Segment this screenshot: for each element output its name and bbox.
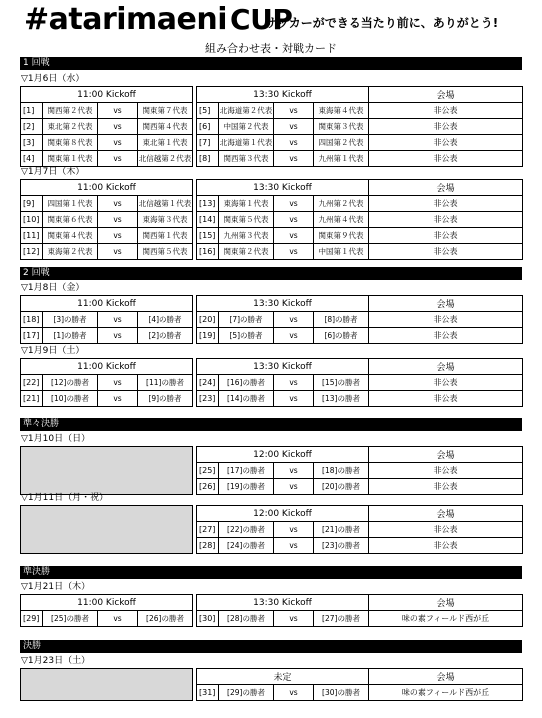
home-team: [22]の勝者 (219, 522, 274, 538)
away-team: 東北第１代表 (138, 135, 193, 151)
logo (24, 2, 292, 37)
match-number: [28] (197, 538, 219, 554)
table-header-row (21, 595, 523, 611)
match-number: [19] (197, 328, 219, 344)
match-row (21, 103, 523, 119)
match-date: ▽1月21日（木） (21, 582, 91, 592)
round-header: 1 回戦 (20, 57, 522, 70)
match-number: [1] (21, 103, 43, 119)
away-team: [13]の勝者 (314, 391, 369, 407)
empty-slot (21, 447, 193, 495)
away-team: 関東第３代表 (314, 119, 369, 135)
match-row (21, 244, 523, 260)
vs-label: vs (98, 119, 138, 135)
venue-header: 会場 (369, 447, 523, 463)
match-table (20, 594, 523, 627)
away-team: [2]の勝者 (138, 328, 193, 344)
kickoff-time-right: 未定 (197, 669, 369, 685)
kickoff-time-right: 13:30 Kickoff (197, 359, 369, 375)
match-row (21, 328, 523, 344)
table-header-row (21, 87, 523, 103)
venue-name: 味の素フィールド西が丘 (369, 685, 523, 701)
match-table (20, 668, 523, 701)
kickoff-time-right: 13:30 Kickoff (197, 87, 369, 103)
venue-name: 非公表 (369, 479, 523, 495)
away-team: [21]の勝者 (314, 522, 369, 538)
venue-name: 非公表 (369, 538, 523, 554)
match-number: [8] (197, 151, 219, 167)
venue-name: 非公表 (369, 244, 523, 260)
venue-header: 会場 (369, 87, 523, 103)
empty-slot (21, 506, 193, 554)
vs-label: vs (274, 196, 314, 212)
vs-label: vs (274, 479, 314, 495)
match-table (20, 179, 523, 260)
match-row (21, 196, 523, 212)
match-number: [7] (197, 135, 219, 151)
home-team: [29]の勝者 (219, 685, 274, 701)
match-number: [25] (197, 463, 219, 479)
match-number: [10] (21, 212, 43, 228)
away-team: [11]の勝者 (138, 375, 193, 391)
home-team: [25]の勝者 (43, 611, 98, 627)
table-header-row (21, 296, 523, 312)
logo-cup: CUP (230, 3, 293, 36)
away-team: 東海第４代表 (314, 103, 369, 119)
vs-label: vs (98, 611, 138, 627)
match-number: [27] (197, 522, 219, 538)
match-row (21, 375, 523, 391)
away-team: 四国第２代表 (314, 135, 369, 151)
round-header: 2 回戦 (20, 267, 522, 280)
kickoff-time-left: 11:00 Kickoff (21, 595, 193, 611)
kickoff-time-left: 11:00 Kickoff (21, 359, 193, 375)
venue-name: 非公表 (369, 151, 523, 167)
match-number: [17] (21, 328, 43, 344)
away-team: 東海第３代表 (138, 212, 193, 228)
match-date: ▽1月7日（木） (21, 167, 85, 177)
venue-name: 非公表 (369, 228, 523, 244)
vs-label: vs (274, 312, 314, 328)
match-date: ▽1月11日（月・祝） (21, 493, 109, 503)
away-team: [8]の勝者 (314, 312, 369, 328)
away-team: [15]の勝者 (314, 375, 369, 391)
match-number: [9] (21, 196, 43, 212)
home-team: 九州第３代表 (219, 228, 274, 244)
vs-label: vs (274, 119, 314, 135)
away-team: 九州第１代表 (314, 151, 369, 167)
table-header-row (21, 359, 523, 375)
match-number: [20] (197, 312, 219, 328)
match-number: [11] (21, 228, 43, 244)
venue-header: 会場 (369, 296, 523, 312)
match-number: [22] (21, 375, 43, 391)
venue-name: 非公表 (369, 212, 523, 228)
venue-name: 非公表 (369, 103, 523, 119)
round-header: 決勝 (20, 640, 522, 653)
home-team: [28]の勝者 (219, 611, 274, 627)
tagline: サッカーができる当たり前に、ありがとう! (265, 16, 499, 30)
vs-label: vs (98, 151, 138, 167)
vs-label: vs (274, 212, 314, 228)
vs-label: vs (98, 103, 138, 119)
vs-label: vs (98, 135, 138, 151)
home-team: [12]の勝者 (43, 375, 98, 391)
kickoff-time-right: 12:00 Kickoff (197, 447, 369, 463)
table-header-row (21, 669, 523, 685)
match-number: [12] (21, 244, 43, 260)
away-team: [26]の勝者 (138, 611, 193, 627)
match-row (21, 212, 523, 228)
logo-text: #atarimaeni (24, 2, 228, 37)
empty-slot (21, 669, 193, 701)
vs-label: vs (98, 228, 138, 244)
table-header-row (21, 447, 523, 463)
venue-name: 非公表 (369, 522, 523, 538)
vs-label: vs (274, 522, 314, 538)
vs-label: vs (274, 103, 314, 119)
table-header-row (21, 180, 523, 196)
vs-label: vs (274, 228, 314, 244)
match-number: [29] (21, 611, 43, 627)
table-header-row (21, 506, 523, 522)
away-team: 中国第１代表 (314, 244, 369, 260)
match-date: ▽1月8日（金） (21, 283, 85, 293)
vs-label: vs (274, 611, 314, 627)
match-number: [5] (197, 103, 219, 119)
venue-name: 非公表 (369, 463, 523, 479)
match-table (20, 505, 523, 554)
vs-label: vs (98, 375, 138, 391)
match-number: [6] (197, 119, 219, 135)
match-row (21, 151, 523, 167)
kickoff-time-right: 13:30 Kickoff (197, 296, 369, 312)
vs-label: vs (274, 328, 314, 344)
match-number: [13] (197, 196, 219, 212)
home-team: 関東第１代表 (43, 151, 98, 167)
venue-header: 会場 (369, 595, 523, 611)
round-header: 準々決勝 (20, 418, 522, 431)
home-team: [1]の勝者 (43, 328, 98, 344)
kickoff-time-left: 11:00 Kickoff (21, 296, 193, 312)
match-number: [21] (21, 391, 43, 407)
away-team: [27]の勝者 (314, 611, 369, 627)
match-number: [3] (21, 135, 43, 151)
venue-header: 会場 (369, 359, 523, 375)
kickoff-time-right: 13:30 Kickoff (197, 595, 369, 611)
match-row (21, 312, 523, 328)
match-table (20, 86, 523, 167)
home-team: 関西第２代表 (43, 103, 98, 119)
match-table (20, 358, 523, 407)
away-team: [18]の勝者 (314, 463, 369, 479)
match-number: [4] (21, 151, 43, 167)
match-table (20, 446, 523, 495)
kickoff-time-left: 11:00 Kickoff (21, 180, 193, 196)
vs-label: vs (274, 463, 314, 479)
vs-label: vs (274, 151, 314, 167)
home-team: [17]の勝者 (219, 463, 274, 479)
venue-header: 会場 (369, 180, 523, 196)
venue-name: 非公表 (369, 391, 523, 407)
vs-label: vs (274, 538, 314, 554)
venue-name: 非公表 (369, 312, 523, 328)
home-team: [16]の勝者 (219, 375, 274, 391)
page-subtitle: 組み合わせ表・対戦カード (205, 42, 337, 55)
match-row (21, 228, 523, 244)
home-team: 関東第６代表 (43, 212, 98, 228)
match-row (21, 119, 523, 135)
vs-label: vs (274, 244, 314, 260)
home-team: 関東第４代表 (43, 228, 98, 244)
home-team: 東海第２代表 (43, 244, 98, 260)
match-number: [24] (197, 375, 219, 391)
match-table (20, 295, 523, 344)
match-number: [30] (197, 611, 219, 627)
venue-name: 非公表 (369, 135, 523, 151)
match-number: [16] (197, 244, 219, 260)
home-team: 関東第８代表 (43, 135, 98, 151)
match-date: ▽1月23日（土） (21, 656, 91, 666)
vs-label: vs (274, 685, 314, 701)
home-team: 四国第１代表 (43, 196, 98, 212)
match-row (21, 611, 523, 627)
away-team: [20]の勝者 (314, 479, 369, 495)
away-team: [30]の勝者 (314, 685, 369, 701)
match-date: ▽1月6日（水） (21, 74, 85, 84)
match-number: [23] (197, 391, 219, 407)
kickoff-time-left: 11:00 Kickoff (21, 87, 193, 103)
away-team: 北信越第２代表 (138, 151, 193, 167)
match-date: ▽1月9日（土） (21, 346, 85, 356)
home-team: [10]の勝者 (43, 391, 98, 407)
venue-name: 非公表 (369, 196, 523, 212)
match-number: [26] (197, 479, 219, 495)
vs-label: vs (274, 135, 314, 151)
home-team: [14]の勝者 (219, 391, 274, 407)
round-header: 準決勝 (20, 566, 522, 579)
home-team: 北海道第１代表 (219, 135, 274, 151)
away-team: 関東第７代表 (138, 103, 193, 119)
away-team: 九州第４代表 (314, 212, 369, 228)
kickoff-time-right: 12:00 Kickoff (197, 506, 369, 522)
home-team: 北海道第２代表 (219, 103, 274, 119)
away-team: 関東第９代表 (314, 228, 369, 244)
venue-name: 非公表 (369, 375, 523, 391)
vs-label: vs (98, 244, 138, 260)
away-team: [23]の勝者 (314, 538, 369, 554)
match-number: [18] (21, 312, 43, 328)
home-team: 東海第１代表 (219, 196, 274, 212)
match-number: [14] (197, 212, 219, 228)
vs-label: vs (98, 328, 138, 344)
away-team: [6]の勝者 (314, 328, 369, 344)
vs-label: vs (98, 391, 138, 407)
match-number: [2] (21, 119, 43, 135)
match-number: [31] (197, 685, 219, 701)
venue-header: 会場 (369, 506, 523, 522)
away-team: 九州第２代表 (314, 196, 369, 212)
kickoff-time-right: 13:30 Kickoff (197, 180, 369, 196)
home-team: [3]の勝者 (43, 312, 98, 328)
venue-name: 味の素フィールド西が丘 (369, 611, 523, 627)
vs-label: vs (274, 391, 314, 407)
away-team: 関西第４代表 (138, 119, 193, 135)
home-team: [5]の勝者 (219, 328, 274, 344)
home-team: 関東第５代表 (219, 212, 274, 228)
away-team: 関西第５代表 (138, 244, 193, 260)
home-team: [19]の勝者 (219, 479, 274, 495)
away-team: [9]の勝者 (138, 391, 193, 407)
vs-label: vs (98, 312, 138, 328)
match-row (21, 135, 523, 151)
home-team: 中国第２代表 (219, 119, 274, 135)
away-team: 関西第１代表 (138, 228, 193, 244)
away-team: [4]の勝者 (138, 312, 193, 328)
home-team: 関東第２代表 (219, 244, 274, 260)
away-team: 北信越第１代表 (138, 196, 193, 212)
vs-label: vs (98, 196, 138, 212)
vs-label: vs (98, 212, 138, 228)
match-number: [15] (197, 228, 219, 244)
match-date: ▽1月10日（日） (21, 434, 91, 444)
match-row (21, 391, 523, 407)
venue-name: 非公表 (369, 119, 523, 135)
venue-header: 会場 (369, 669, 523, 685)
home-team: 東北第２代表 (43, 119, 98, 135)
venue-name: 非公表 (369, 328, 523, 344)
home-team: [7]の勝者 (219, 312, 274, 328)
vs-label: vs (274, 375, 314, 391)
home-team: [24]の勝者 (219, 538, 274, 554)
home-team: 関西第３代表 (219, 151, 274, 167)
